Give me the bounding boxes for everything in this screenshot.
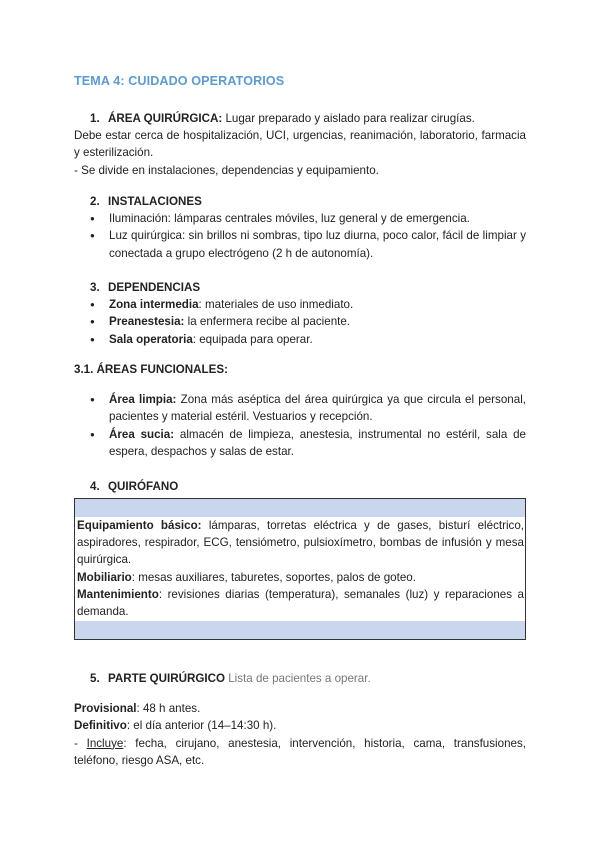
list-item [74, 331, 526, 348]
term: Mantenimiento [77, 587, 159, 601]
section-heading: DEPENDENCIAS [108, 281, 201, 294]
term: Mobiliario [77, 570, 132, 584]
definition: : el día anterior (14–14:30 h). [126, 719, 277, 733]
list-item [74, 313, 526, 330]
definition: : fecha, cirujano, anestesia, intervención, historia, cama, transfusiones, teléfono, riesgo ASA, etc. [74, 736, 526, 767]
list-item: ● Iluminación: lámparas centrales móviles, luz general y de emergencia. [74, 210, 526, 227]
bullet-list [74, 296, 526, 348]
paragraph [74, 735, 526, 769]
section-number: 3. [90, 281, 100, 294]
highlight-box-content [75, 517, 525, 621]
box-paragraph [76, 586, 524, 620]
term: Sala operatoria [109, 332, 193, 346]
list-item [74, 391, 526, 425]
section-number: 1. [90, 112, 100, 125]
section-number: 5. [90, 672, 100, 685]
section-instalaciones [74, 193, 526, 262]
definition: : equipada para operar. [192, 332, 313, 346]
section-quirofano [74, 478, 526, 495]
definition: almacén de limpieza, anestesia, instrumental no estéril, sala de espera, despachos y salas de estar. [109, 427, 526, 458]
term: Provisional [74, 702, 137, 716]
section-number: 4. [90, 480, 100, 493]
paragraph [74, 700, 526, 717]
term: Área limpia: [109, 393, 177, 407]
list-item [74, 296, 526, 313]
section-area-quirurgica [74, 110, 526, 179]
paragraph: Debe estar cerca de hospitalización, UCI, urgencias, reanimación, laboratorio, farmacia y esterilización. [74, 129, 526, 160]
term: Preanestesia: [109, 315, 185, 329]
definition: : revisiones diarias (temperatura), semanales (luz) y reparaciones a demanda. [77, 587, 524, 619]
term: Área sucia: [109, 427, 175, 441]
highlight-box [74, 498, 526, 640]
section-areas-funcionales [74, 361, 526, 460]
box-paragraph [76, 517, 524, 569]
subsection-heading: 3.1. ÁREAS FUNCIONALES: [74, 363, 228, 376]
term: Zona intermedia [109, 298, 199, 312]
bullet-list [74, 391, 526, 460]
section-heading: QUIRÓFANO [108, 480, 179, 493]
section-description: Lista de pacientes a operar. [225, 672, 371, 685]
term: Incluye [86, 736, 124, 750]
page-title: TEMA 4: CUIDADO OPERATORIOS [74, 74, 285, 88]
term: Equipamiento básico: [77, 519, 202, 532]
section-heading: INSTALACIONES [108, 195, 202, 208]
definition: : mesas auxiliares, taburetes, soportes, palos de goteo. [131, 570, 416, 584]
definition: Zona más aséptica del área quirúrgica ya que circula el personal, pacientes y material estéril. Vestuarios y recepción. [109, 393, 526, 424]
definition: : materiales de uso inmediato. [198, 298, 354, 312]
dash: - [74, 736, 87, 750]
bullet-list [74, 210, 526, 262]
section-heading: ÁREA QUIRÚRGICA: [108, 112, 223, 125]
definition: lámparas, torretas eléctrica y de gases, bisturí eléctrico, aspiradores, respirador, ECG, tensiómetro, pulsioxímetro, bombas de infusión y mesa quirúrgica. [77, 519, 524, 567]
definition: : 48 h antes. [136, 702, 201, 716]
definition: la enfermera recibe al paciente. [184, 315, 351, 329]
section-dependencias [74, 279, 526, 348]
paragraph: - Se divide en instalaciones, dependencias y equipamiento. [74, 163, 379, 177]
section-number: 2. [90, 195, 100, 208]
paragraph [74, 717, 526, 734]
section-parte-quirurgico [74, 670, 526, 769]
term: Definitivo [74, 719, 127, 733]
section-description: Lugar preparado y aislado para realizar cirugías. [222, 112, 475, 125]
section-heading: PARTE QUIRÚRGICO [108, 672, 226, 685]
list-item: ● Luz quirúrgica: sin brillos ni sombras, tipo luz diurna, poco calor, fácil de limpiar y conectada a grupo electrógeno (2 h de autonomía). [74, 227, 526, 261]
box-paragraph [76, 569, 524, 586]
list-item [74, 426, 526, 460]
